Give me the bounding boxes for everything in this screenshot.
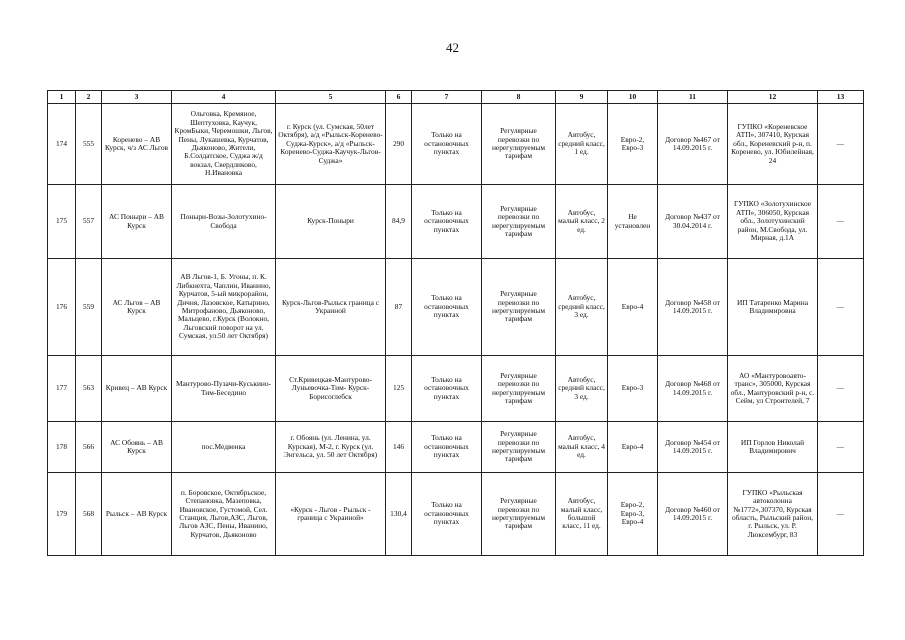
- boarding-procedure: Только на остановочных пунктах: [412, 356, 482, 422]
- route-length: 87: [386, 259, 412, 356]
- table-row: [48, 259, 864, 356]
- route-number: 557: [76, 185, 102, 259]
- column-header: 12: [728, 91, 818, 104]
- notes: —: [818, 473, 864, 556]
- route-streets: г. Курск (ул. Сумская, 50лет Октября), а/д «Рыльск-Коренево-Суджа-Курск», а/д «Рыльск-Коренево-Суджа-Каучук-Льгов-Суджа»: [276, 104, 386, 185]
- table-row: [48, 356, 864, 422]
- column-header: 7: [412, 91, 482, 104]
- notes: —: [818, 422, 864, 473]
- carrier: ГУПКО «Рыльская автоколонна №1772»,307370, Курская область, Рыльский район, г. Рыльск, ул. Р. Люксембург, 83: [728, 473, 818, 556]
- contract: Договор №460 от 14.09.2015 г.: [658, 473, 728, 556]
- boarding-procedure: Только на остановочных пунктах: [412, 104, 482, 185]
- column-header: 5: [276, 91, 386, 104]
- routes-table: [47, 90, 864, 556]
- column-header: 6: [386, 91, 412, 104]
- route-length: 146: [386, 422, 412, 473]
- header-row: [48, 91, 864, 104]
- route-number: 568: [76, 473, 102, 556]
- table-row: [48, 104, 864, 185]
- intermediate-stops: Поныри-Возы-Золотухино-Свобода: [172, 185, 276, 259]
- boarding-procedure: Только на остановочных пунктах: [412, 473, 482, 556]
- table-row: [48, 422, 864, 473]
- transport-type: Регулярные перевозки по нерегулируемым тарифам: [482, 259, 556, 356]
- table-row: [48, 473, 864, 556]
- column-header: 1: [48, 91, 76, 104]
- intermediate-stops: Ольговка, Кремяное, Шептуховка, Каучук, КромБыки, Черемошки, Льгов, Пены, Лукашевка, Курчатов, Дьяконово, Жители, Б.Солдатское, Суджа ж/д вокзал, Свердликово, Н.Ивановка: [172, 104, 276, 185]
- boarding-procedure: Только на остановочных пунктах: [412, 422, 482, 473]
- column-header: 11: [658, 91, 728, 104]
- eco-class: Евро-4: [608, 259, 658, 356]
- carrier: ИП Горлов Николай Владимирович: [728, 422, 818, 473]
- row-number: 179: [48, 473, 76, 556]
- row-number: 175: [48, 185, 76, 259]
- route-streets: Курск-Поныри: [276, 185, 386, 259]
- transport-type: Регулярные перевозки по нерегулируемым тарифам: [482, 185, 556, 259]
- vehicle-class: Автобус, малый класс, 2 ед.: [556, 185, 608, 259]
- vehicle-class: Автобус, малый класс, большой класс, 11 ед.: [556, 473, 608, 556]
- row-number: 178: [48, 422, 76, 473]
- carrier: ИП Татаренко Марина Владимировна: [728, 259, 818, 356]
- column-header: 8: [482, 91, 556, 104]
- route-number: 566: [76, 422, 102, 473]
- route-name: Коренево – АВ Курск, ч/з АС Льгов: [102, 104, 172, 185]
- route-name: Кривец – АВ Курск: [102, 356, 172, 422]
- vehicle-class: Автобус, средний класс, 3 ед.: [556, 356, 608, 422]
- notes: —: [818, 185, 864, 259]
- table-row: [48, 185, 864, 259]
- contract: Договор №467 от 14.09.2015 г.: [658, 104, 728, 185]
- route-streets: Ст.Кривецкая-Мантурово-Луньевочка-Тим- Курск-Борисоглебск: [276, 356, 386, 422]
- row-number: 176: [48, 259, 76, 356]
- transport-type: Регулярные перевозки по нерегулируемым тарифам: [482, 473, 556, 556]
- route-streets: Курск-Льгов-Рыльск граница с Украиной: [276, 259, 386, 356]
- intermediate-stops: Мантурово-Пузачи-Куськино-Тим-Беседино: [172, 356, 276, 422]
- column-header: 3: [102, 91, 172, 104]
- vehicle-class: Автобус, средний класс, 1 ед.: [556, 104, 608, 185]
- row-number: 177: [48, 356, 76, 422]
- intermediate-stops: АВ Льгов-1, Б. Угоны, п. К. Либкнехта, Чаплин, Иванино, Курчатов, 5-ый микрорайон, Дичня, Лазовское, Катырино, Митрофаново, Дьяконово, Мальцево, г.Курск (Волокно, Льговский поворот на ул. Сумская, ул.50 лет Октября): [172, 259, 276, 356]
- eco-class: Евро-2, Евро-3: [608, 104, 658, 185]
- route-length: 125: [386, 356, 412, 422]
- carrier: ГУПКО «Золотухинское АТП», 306050, Курская обл., Золотухинский район, М.Свобода, ул. Мирная, д.1А: [728, 185, 818, 259]
- intermediate-stops: пос.Медвенка: [172, 422, 276, 473]
- route-length: 130,4: [386, 473, 412, 556]
- column-header: 9: [556, 91, 608, 104]
- column-header: 4: [172, 91, 276, 104]
- notes: —: [818, 104, 864, 185]
- transport-type: Регулярные перевозки по нерегулируемым тарифам: [482, 422, 556, 473]
- page-number: 42: [446, 40, 459, 55]
- vehicle-class: Автобус, средний класс, 3 ед.: [556, 259, 608, 356]
- contract: Договор №437 от 30.04.2014 г.: [658, 185, 728, 259]
- route-length: 290: [386, 104, 412, 185]
- contract: Договор №468 от 14.09.2015 г.: [658, 356, 728, 422]
- eco-class: Евро-4: [608, 422, 658, 473]
- route-number: 555: [76, 104, 102, 185]
- row-number: 174: [48, 104, 76, 185]
- boarding-procedure: Только на остановочных пунктах: [412, 185, 482, 259]
- contract: Договор №454 от 14.09.2015 г.: [658, 422, 728, 473]
- intermediate-stops: п. Боровское, Октябрьское, Степановка, Мазеповка, Ивановское, Густомой, Сел. Станция, Льгов,АЗС, Льгов, Льгов АЗС, Пены, Иванино, Курчатов, Дьяконово: [172, 473, 276, 556]
- carrier: ГУПКО «Кореневское АТП», 307410, Курская обл., Кореневский р-н, п. Коренево, ул. Юбилейная, 24: [728, 104, 818, 185]
- route-length: 84,9: [386, 185, 412, 259]
- route-name: АС Обоянь – АВ Курск: [102, 422, 172, 473]
- column-header: 2: [76, 91, 102, 104]
- route-number: 563: [76, 356, 102, 422]
- route-streets: «Курск - Льгов - Рыльск - граница с Украиной»: [276, 473, 386, 556]
- transport-type: Регулярные перевозки по нерегулируемым тарифам: [482, 356, 556, 422]
- route-streets: г. Обоянь (ул. Ленина, ул. Курская), М-2, г. Курск (ул. Энгельса, ул. 50 лет Октября): [276, 422, 386, 473]
- eco-class: Евро-2, Евро-3, Евро-4: [608, 473, 658, 556]
- contract: Договор №458 от 14.09.2015 г.: [658, 259, 728, 356]
- route-number: 559: [76, 259, 102, 356]
- route-name: АС Поныри – АВ Курск: [102, 185, 172, 259]
- eco-class: Евро-3: [608, 356, 658, 422]
- notes: —: [818, 259, 864, 356]
- vehicle-class: Автобус, малый класс, 4 ед.: [556, 422, 608, 473]
- route-name: АС Льгов – АВ Курск: [102, 259, 172, 356]
- route-name: Рыльск – АВ Курск: [102, 473, 172, 556]
- transport-type: Регулярные перевозки по нерегулируемым тарифам: [482, 104, 556, 185]
- notes: —: [818, 356, 864, 422]
- boarding-procedure: Только на остановочных пунктах: [412, 259, 482, 356]
- carrier: АО «Мантуровоавто-транс», 305000, Курская обл., Мантуровский р-н, с. Сейм, ул Строителей, 7: [728, 356, 818, 422]
- column-header: 13: [818, 91, 864, 104]
- eco-class: Не установлен: [608, 185, 658, 259]
- column-header: 10: [608, 91, 658, 104]
